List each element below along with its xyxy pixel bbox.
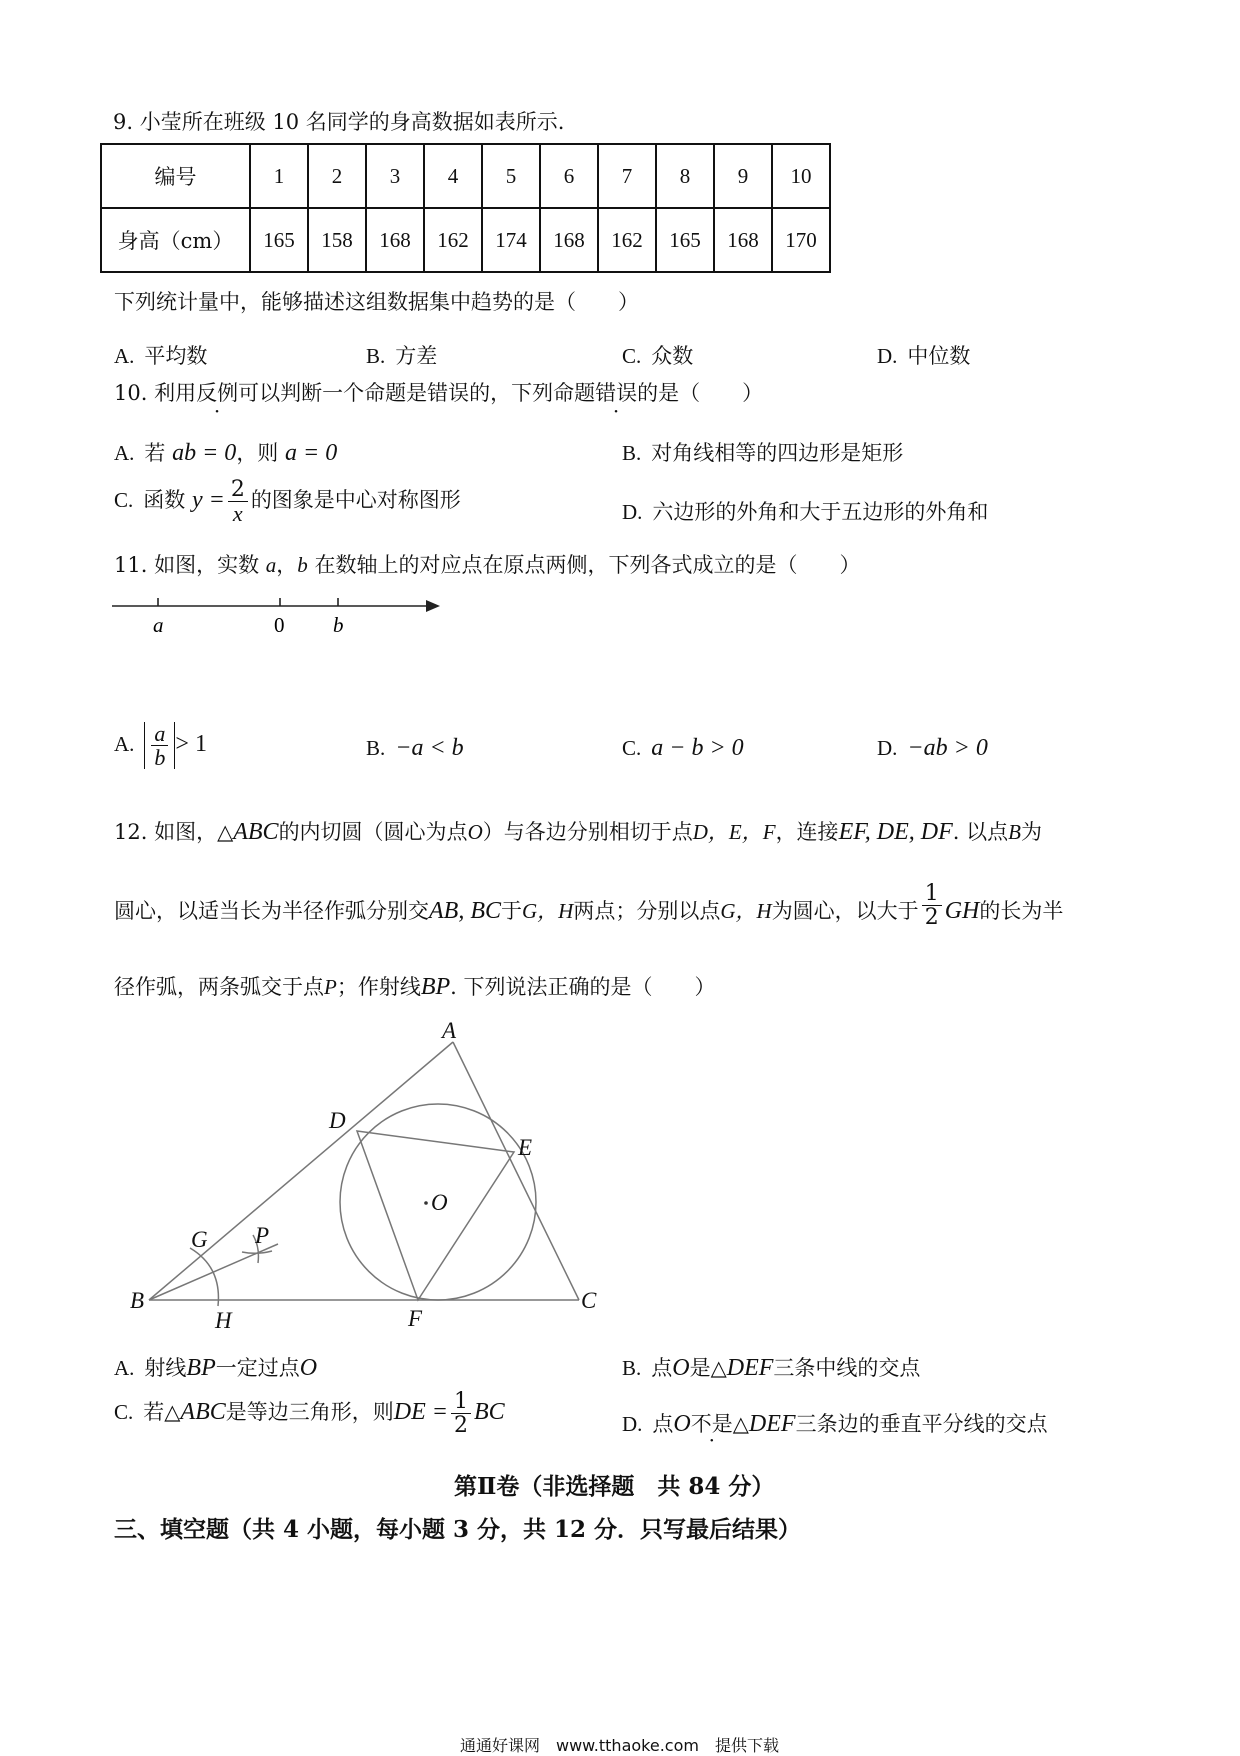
- label-G: G: [191, 1227, 208, 1252]
- fraction: $\frac{2}{x}$: [228, 478, 248, 525]
- q11-option-a[interactable]: A. $\frac{a}{b}$ > 1: [114, 721, 207, 771]
- label-a: a: [153, 613, 164, 637]
- incircle-figure: [120, 1005, 620, 1335]
- fraction: $\frac{1}{2}$: [451, 1390, 471, 1437]
- table-cell: 9: [714, 144, 772, 208]
- q12-stem-line3: 径作弧，两条弧交于点P；作射线BP. 下列说法正确的是（ ）: [114, 974, 716, 1000]
- table-cell: 6: [540, 144, 598, 208]
- label-F: F: [408, 1306, 423, 1331]
- q12-stem-line1: 12. 如图，△ABC的内切圆（圆心为点O）与各边分别相切于点D，E，F，连接EF, DE, DF. 以点B为: [114, 819, 1042, 845]
- label-H: H: [215, 1308, 232, 1333]
- q11-option-c[interactable]: C. a − b > 0: [622, 735, 744, 761]
- q11-option-d[interactable]: D. −ab > 0: [877, 735, 988, 761]
- fraction: $\frac{1}{2}$: [922, 882, 942, 929]
- side-AB: [149, 1042, 453, 1300]
- table-cell: 170: [772, 208, 830, 272]
- table-cell: 174: [482, 208, 540, 272]
- label-D: D: [329, 1108, 346, 1133]
- table-cell: 168: [714, 208, 772, 272]
- q10-stem: 10. 利用反例可以判断一个命题是错误的，下列命题错误的是（ ）: [114, 381, 764, 405]
- q10-option-b[interactable]: B. 对角线相等的四边形是矩形: [622, 441, 904, 465]
- label-O: O: [431, 1190, 448, 1215]
- section-2-title: 第Ⅱ卷（非选择题 共 84 分）: [454, 1473, 775, 1500]
- table-header-number: 编号: [101, 144, 250, 208]
- table-cell: 162: [598, 208, 656, 272]
- table-cell: 165: [250, 208, 308, 272]
- q11-option-b[interactable]: B. −a < b: [366, 735, 464, 761]
- q9-question: 下列统计量中，能够描述这组数据集中趋势的是（ ）: [114, 290, 639, 314]
- table-cell: 2: [308, 144, 366, 208]
- q9-option-a[interactable]: A. 平均数: [114, 344, 208, 368]
- triangle-DEF: [357, 1131, 514, 1300]
- table-cell: 165: [656, 208, 714, 272]
- table-row: [101, 144, 830, 208]
- label-b: b: [333, 613, 344, 637]
- table-cell: 3: [366, 144, 424, 208]
- table-cell: 8: [656, 144, 714, 208]
- label-B: B: [130, 1288, 145, 1313]
- number-line: [108, 592, 448, 642]
- table-row: [101, 208, 830, 272]
- table-cell: 7: [598, 144, 656, 208]
- q11-stem: 11. 如图，实数 a，b 在数轴上的对应点在原点两侧，下列各式成立的是（ ）: [114, 553, 861, 577]
- q9-option-c[interactable]: C. 众数: [622, 344, 694, 368]
- table-cell: 5: [482, 144, 540, 208]
- q9-option-d[interactable]: D. 中位数: [877, 344, 971, 368]
- label-C: C: [581, 1288, 597, 1313]
- table-cell: 1: [250, 144, 308, 208]
- q10-option-c[interactable]: C. 函数 y = $\frac{2}{x}$ 的图象是中心对称图形: [114, 477, 461, 527]
- q12-option-d[interactable]: D. 点O不是△DEF三条边的垂直平分线的交点: [622, 1411, 1048, 1437]
- table-cell: 168: [366, 208, 424, 272]
- section-3-title: 三、填空题（共 4 小题，每小题 3 分，共 12 分．只写最后结果）: [114, 1516, 802, 1543]
- q9-stem: 9. 小莹所在班级 10 名同学的身高数据如表所示.: [113, 110, 565, 134]
- table-cell: 158: [308, 208, 366, 272]
- q12-option-b[interactable]: B. 点O是△DEF三条中线的交点: [622, 1355, 921, 1381]
- q10-option-d[interactable]: D. 六边形的外角和大于五边形的外角和: [622, 500, 989, 524]
- table-header-height: 身高（cm）: [101, 208, 250, 272]
- table-cell: 4: [424, 144, 482, 208]
- label-A: A: [442, 1018, 457, 1043]
- label-E: E: [518, 1135, 533, 1160]
- q9-option-b[interactable]: B. 方差: [366, 344, 438, 368]
- q12-stem-line2: 圆心，以适当长为半径作弧分别交AB, BC于G，H两点；分别以点G，H为圆心，以大于 $\frac{1}{2}$ GH的长为半: [114, 881, 1064, 931]
- footer-text: 通通好课网 www.tthaoke.com 提供下载: [460, 1736, 779, 1755]
- q12-option-c[interactable]: C. 若△ABC是等边三角形，则DE = $\frac{1}{2}$ BC: [114, 1389, 505, 1439]
- arrow-icon: [426, 600, 440, 612]
- absolute-value: $\frac{a}{b}$: [144, 722, 175, 769]
- table-cell: 10: [772, 144, 830, 208]
- center-dot: [424, 1201, 428, 1205]
- q12-option-a[interactable]: A. 射线BP一定过点O: [114, 1355, 318, 1381]
- label-zero: 0: [274, 613, 285, 637]
- arc-GH: [190, 1248, 218, 1306]
- height-table: [100, 143, 831, 273]
- table-cell: 168: [540, 208, 598, 272]
- table-cell: 162: [424, 208, 482, 272]
- arc-P2: [242, 1251, 272, 1253]
- q10-option-a[interactable]: A. 若 ab = 0，则 a = 0: [114, 440, 338, 466]
- label-P: P: [255, 1223, 270, 1248]
